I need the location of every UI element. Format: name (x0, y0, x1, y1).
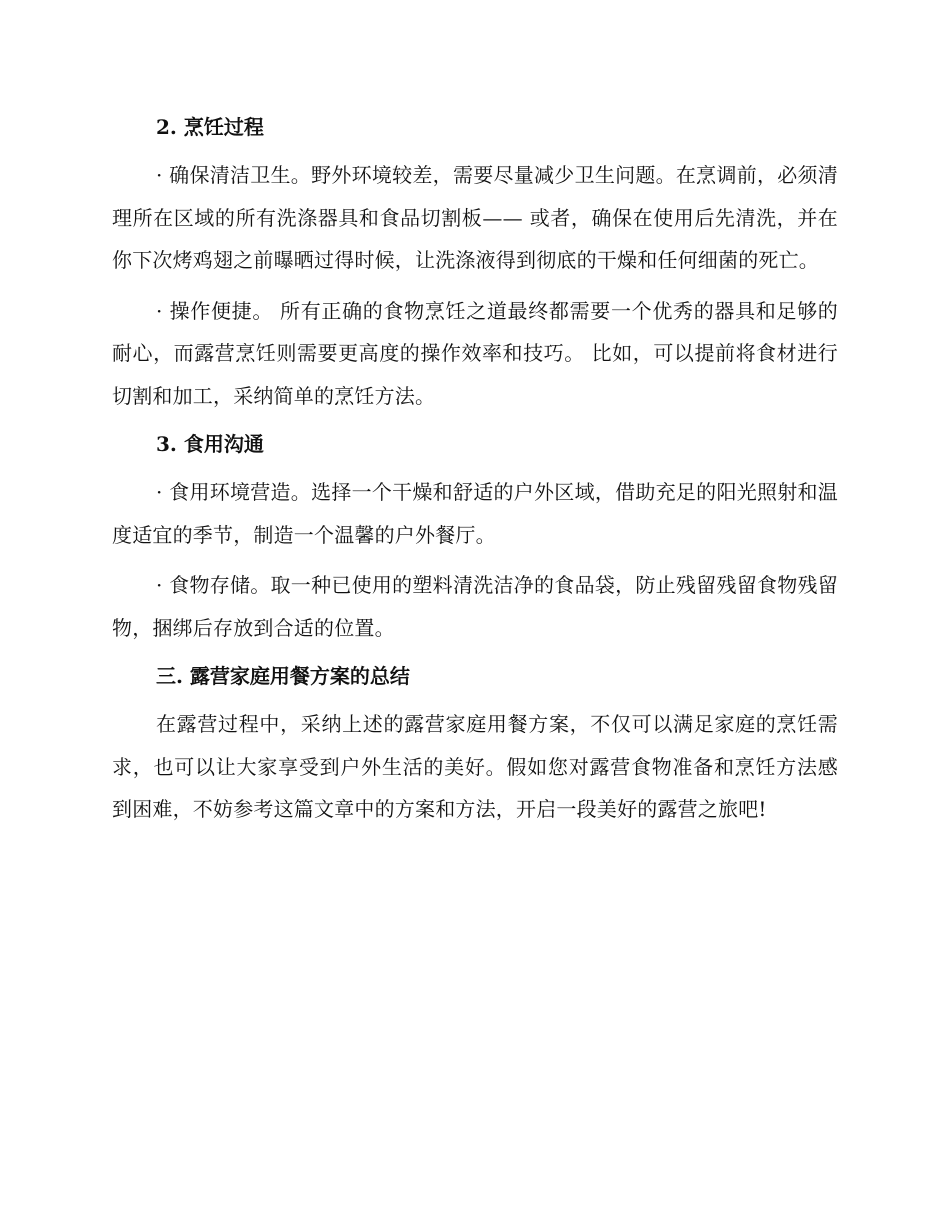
paragraph-environment: · 食用环境营造。选择一个干燥和舒适的户外区域，借助充足的阳光照射和温度适宜的季节，制造一个温馨的户外餐厅。 (112, 480, 838, 547)
paragraph-convenience: · 操作便捷。 所有正确的食物烹饪之道最终都需要一个优秀的器具和足够的耐心，而露营烹饪则需要更高度的操作效率和技巧。 比如，可以提前将食材进行切割和加工，采纳简单的烹饪方法。 (112, 298, 838, 408)
section-heading-cooking-process: 2. 烹饪过程 (156, 115, 264, 139)
paragraph-hygiene: · 确保清洁卫生。野外环境较差，需要尽量减少卫生问题。在烹调前，必须清理所在区域的所有洗涤器具和食品切割板—— 或者，确保在使用后先清洗，并在你下次烤鸡翅之前曝晒过得时候，让洗涤液得到彻底的干燥和任何细菌的死亡。 (112, 163, 838, 272)
document-body (112, 108, 838, 839)
paragraph-summary: 在露营过程中，采纳上述的露营家庭用餐方案，不仅可以满足家庭的烹饪需求，也可以让大家享受到户外生活的美好。假如您对露营食物准备和烹饪方法感到困难，不妨参考这篇文章中的方案和方法，开启一段美好的露营之旅吧! (112, 712, 838, 821)
section-heading-dining: 3. 食用沟通 (156, 432, 264, 456)
paragraph-storage: · 食物存储。取一种已使用的塑料清洗洁净的食品袋，防止残留残留食物残留物，捆绑后存放到合适的位置。 (112, 573, 838, 640)
section-heading-summary: 三. 露营家庭用餐方案的总结 (156, 664, 410, 688)
